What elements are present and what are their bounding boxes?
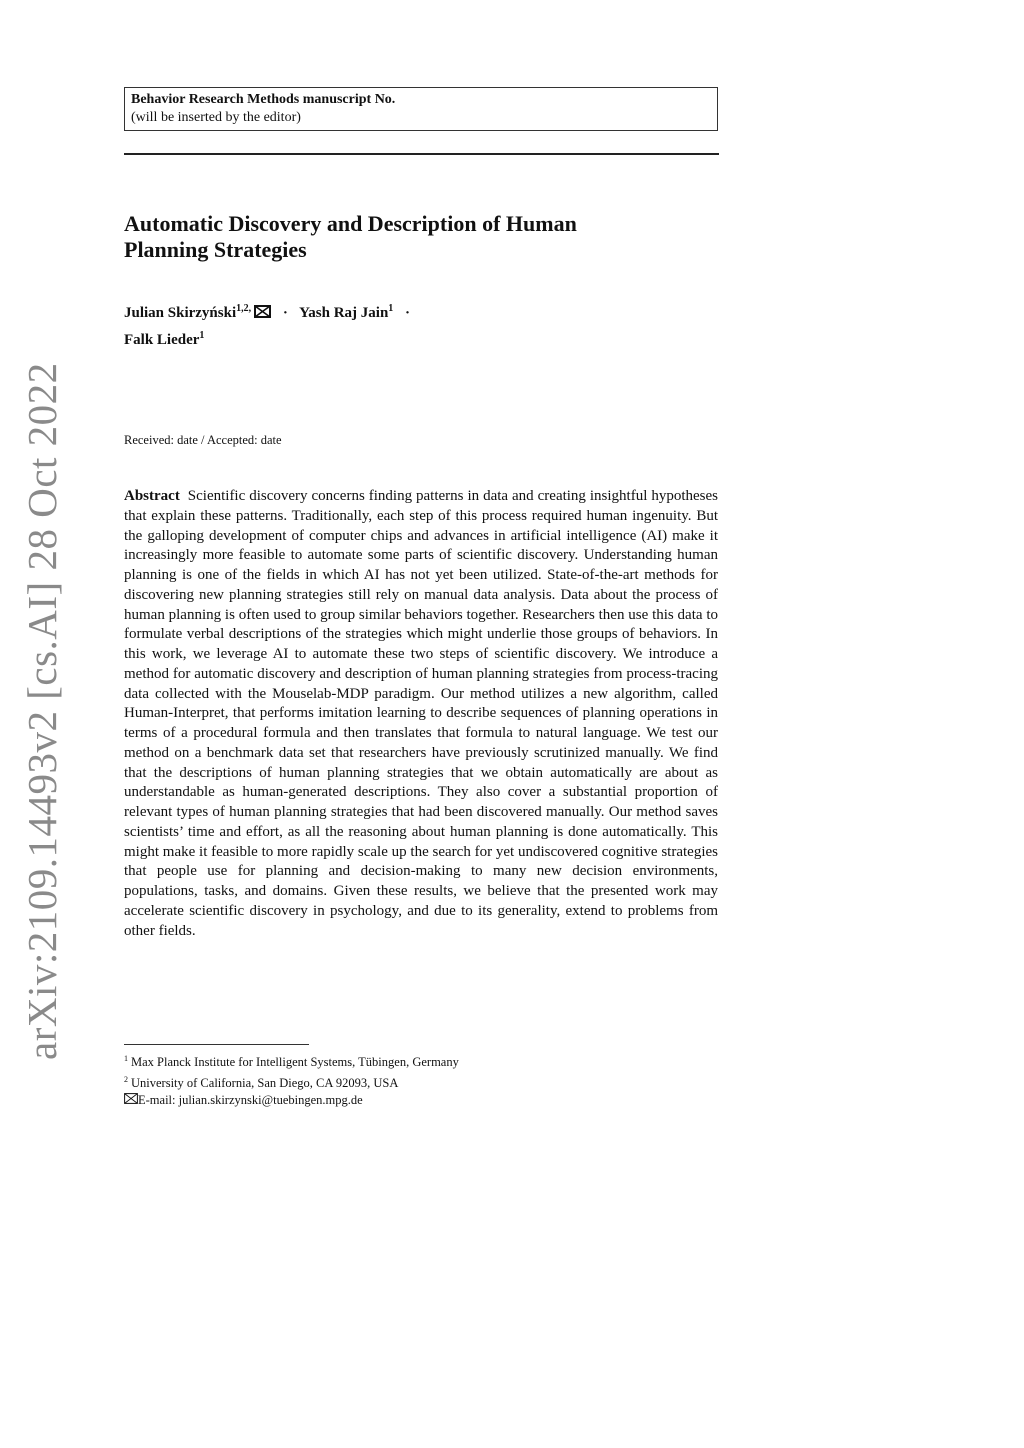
paper-title-line-1: Automatic Discovery and Description of Human bbox=[124, 211, 577, 236]
paper-title bbox=[124, 211, 718, 263]
footnote-item bbox=[124, 1050, 718, 1071]
arxiv-stamp: arXiv:2109.14493v2 [cs.AI] 28 Oct 2022 bbox=[19, 362, 65, 1060]
author-affiliation: 1,2, bbox=[236, 303, 252, 314]
envelope-icon bbox=[124, 1092, 138, 1109]
abstract-label: Abstract bbox=[124, 488, 180, 504]
journal-box-subtitle: (will be inserted by the editor) bbox=[131, 110, 301, 125]
footnote-item bbox=[124, 1071, 718, 1092]
envelope-icon[interactable] bbox=[254, 303, 271, 325]
footnote-email[interactable]: E-mail: julian.skirzynski@tuebingen.mpg.de bbox=[138, 1093, 363, 1108]
author-line-1 bbox=[124, 298, 718, 325]
author-affiliation: 1 bbox=[388, 303, 394, 314]
abstract-text: Scientific discovery concerns finding patterns in data and creating insightful hypotheses that explain these patterns. Traditionally, each step of this process required human ingenuity. But the galloping development of computer chips and advances in artificial intelligence (AI) make it increasingly more feasible to automate some parts of scientific discovery. Understanding human planning is one of the fields in which AI has not yet been utilized. State-of-the-art methods for discovering new planning strategies still rely on manual data analysis. Data about the process of human planning is often used to group similar behaviors together. Researchers then use this data to formulate verbal descriptions of the strategies which might underlie those groups of behaviors. In this work, we leverage AI to automate these two steps of scientific discovery. We introduce a method for automatic discovery and description of human planning strategies from process-tracing data collected with the Mouselab-MDP paradigm. Our method utilizes a new algorithm, called Human-Interpret, that performs imitation learning to describe sequences of planning operations in terms of a procedural formula and then translates that formula to natural language. We test our method on a benchmark data set that researchers have previously scrutinized manually. We find that the descriptions of human planning strategies that we obtain automatically are about as understandable as human-generated descriptions. They also cover a substantial proportion of relevant types of human planning strategies that had been discovered manually. Our method saves scientists’ time and effort, as all the reasoning about human planning is done automatically. This might make it feasible to more rapidly scale up the search for yet undiscovered cognitive strategies that people use for planning and decision-making to many new decision environments, populations, tasks, and domains. Given these results, we believe that the presented work may accelerate scientific discovery in psychology, and due to its generality, extend to problems from other fields. bbox=[124, 488, 718, 939]
footnote-mark: 1 bbox=[124, 1054, 128, 1063]
abstract bbox=[124, 487, 718, 941]
paper-title-line-2: Planning Strategies bbox=[124, 237, 307, 262]
footnotes bbox=[124, 1050, 718, 1109]
author-name: Julian Skirzyński bbox=[124, 305, 237, 321]
footnote-item bbox=[124, 1092, 718, 1109]
author-affiliation: 1 bbox=[199, 330, 205, 341]
author-line-2 bbox=[124, 325, 718, 351]
footnote-text: Max Planck Institute for Intelligent Systems, Tübingen, Germany bbox=[131, 1055, 459, 1070]
author-separator: · bbox=[405, 305, 411, 321]
author-separator: · bbox=[282, 305, 288, 321]
footnote-rule bbox=[124, 1044, 309, 1045]
journal-box bbox=[124, 87, 718, 131]
footnote-mark: 2 bbox=[124, 1075, 128, 1085]
author-name: Yash Raj Jain bbox=[299, 305, 389, 321]
header-rule bbox=[124, 153, 719, 155]
footnote-text: University of California, San Diego, CA 92093, USA bbox=[131, 1076, 399, 1091]
author-name: Falk Lieder bbox=[124, 332, 200, 348]
received-accepted-dates: Received: date / Accepted: date bbox=[124, 433, 282, 447]
journal-box-title: Behavior Research Methods manuscript No. bbox=[131, 92, 396, 107]
author-list bbox=[124, 298, 718, 351]
